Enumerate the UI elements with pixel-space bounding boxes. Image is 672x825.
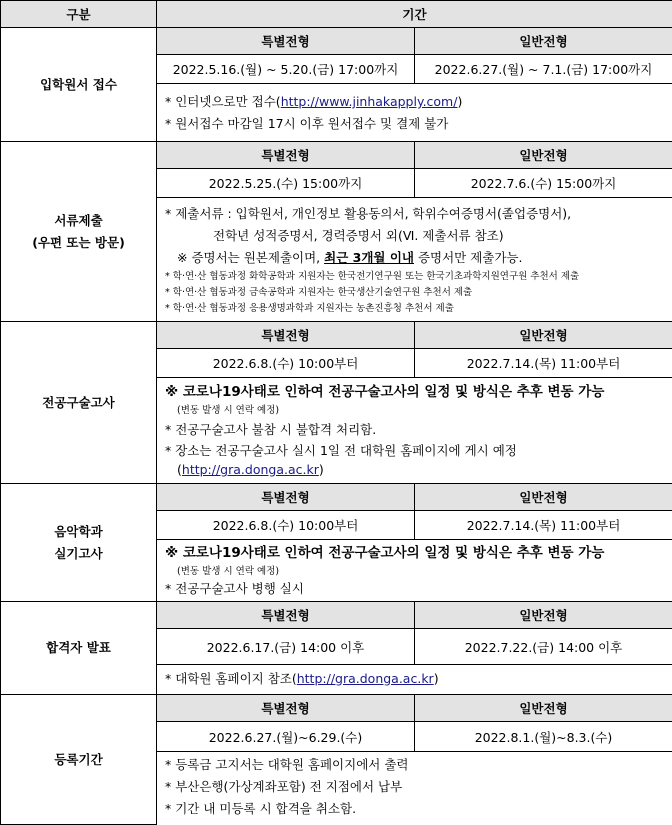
- grad-site-link[interactable]: http://gra.donga.ac.kr: [297, 671, 434, 686]
- special-label: 특별전형: [157, 484, 415, 511]
- note-small: * 학·연·산 협동과정 응용생명과학과 지원자는 농촌진흥청 추천서 제출: [165, 301, 664, 317]
- general-date: 2022.7.14.(목) 11:00부터: [415, 511, 672, 540]
- emphasis-text: 최근 3개월 이내: [324, 250, 414, 265]
- note-text: ※ 증명서는 원본제출이며, 최근 3개월 이내 증명서만 제출가능.: [165, 247, 664, 269]
- notes-documents: [157, 198, 672, 322]
- note-text: * 기간 내 미등록 시 합격을 취소함.: [165, 798, 664, 820]
- row-label-registration: 등록기간: [1, 695, 157, 825]
- special-date: 2022.5.16.(월) ~ 5.20.(금) 17:00까지: [157, 55, 415, 84]
- general-date: 2022.7.22.(금) 14:00 이후: [415, 629, 672, 665]
- note-text: ): [434, 671, 439, 686]
- general-label: 일반전형: [415, 322, 672, 349]
- notes-application: [157, 84, 672, 142]
- note-small: * 학·연·산 협동과정 화학공학과 지원자는 한국전기연구원 또는 한국기초과학지원연구원 추천서 제출: [165, 269, 664, 285]
- note-text: * 등록금 고지서는 대학원 홈페이지에서 출력: [165, 754, 664, 776]
- general-date: 2022.8.1.(월)~8.3.(수): [415, 722, 672, 752]
- general-label: 일반전형: [415, 142, 672, 169]
- note-small: * 학·연·산 협동과정 금속공학과 지원자는 한국생산기술연구원 추천서 제출: [165, 285, 664, 301]
- warning-text: ※ 코로나19사태로 인하여 전공구술고사의 일정 및 방식은 추후 변동 가능: [165, 542, 664, 564]
- note-text: ): [457, 94, 462, 109]
- special-label: 특별전형: [157, 695, 415, 722]
- special-label: 특별전형: [157, 322, 415, 349]
- special-label: 특별전형: [157, 28, 415, 55]
- label-line: (우편 또는 방문): [1, 232, 156, 253]
- special-label: 특별전형: [157, 142, 415, 169]
- row-label-documents: [1, 142, 157, 322]
- special-date: 2022.6.8.(수) 10:00부터: [157, 349, 415, 378]
- apply-link[interactable]: http://www.jinhakapply.com/: [281, 94, 458, 109]
- label-line: 서류제출: [1, 210, 156, 231]
- note-text: 전학년 성적증명서, 경력증명서 외(Ⅵ. 제출서류 참조): [165, 225, 664, 247]
- notes-music-exam: [157, 540, 672, 602]
- special-date: 2022.6.17.(금) 14:00 이후: [157, 629, 415, 665]
- row-label-music-exam: [1, 484, 157, 602]
- grad-site-link[interactable]: http://gra.donga.ac.kr: [182, 462, 319, 477]
- general-label: 일반전형: [415, 695, 672, 722]
- note-text: * 부산은행(가상계좌포함) 전 지점에서 납부: [165, 776, 664, 798]
- note-text: (http://gra.donga.ac.kr): [165, 461, 664, 479]
- general-date: 2022.6.27.(월) ~ 7.1.(금) 17:00까지: [415, 55, 672, 84]
- note-text: * 원서접수 마감일 17시 이후 원서접수 및 결제 불가: [165, 113, 664, 135]
- note-text: * 전공구술고사 병행 실시: [165, 580, 664, 597]
- general-date: 2022.7.14.(목) 11:00부터: [415, 349, 672, 378]
- general-date: 2022.7.6.(수) 15:00까지: [415, 169, 672, 198]
- header-period: 기간: [157, 1, 672, 28]
- note-text: * 장소는 전공구술고사 실시 1일 전 대학원 홈페이지에 게시 예정: [165, 441, 664, 461]
- warning-text: ※ 코로나19사태로 인하여 전공구술고사의 일정 및 방식은 추후 변동 가능: [165, 381, 664, 403]
- note-small: (변동 발생 시 연락 예정): [165, 564, 664, 580]
- header-category: 구분: [1, 1, 157, 28]
- notes-oral-exam: [157, 378, 672, 484]
- row-label-announcement: 합격자 발표: [1, 602, 157, 695]
- label-line: 음악학과: [1, 521, 156, 542]
- note-text: * 전공구술고사 불참 시 불합격 처리함.: [165, 419, 664, 441]
- label-line: 실기고사: [1, 543, 156, 564]
- note-text: * 제출서류 : 입학원서, 개인정보 활용동의서, 학위수여증명서(졸업증명서),: [165, 203, 664, 225]
- general-label: 일반전형: [415, 602, 672, 629]
- row-label-application: 입학원서 접수: [1, 28, 157, 142]
- note-text: * 대학원 홈페이지 참조(: [165, 671, 297, 686]
- special-date: 2022.6.27.(월)~6.29.(수): [157, 722, 415, 752]
- row-label-oral-exam: 전공구술고사: [1, 322, 157, 484]
- note-text: * 인터넷으로만 접수(: [165, 94, 281, 109]
- special-date: 2022.5.25.(수) 15:00까지: [157, 169, 415, 198]
- general-label: 일반전형: [415, 484, 672, 511]
- header-row: [1, 1, 672, 28]
- notes-announcement: [157, 665, 672, 695]
- general-label: 일반전형: [415, 28, 672, 55]
- notes-registration: [157, 752, 672, 825]
- special-date: 2022.6.8.(수) 10:00부터: [157, 511, 415, 540]
- note-small: (변동 발생 시 연락 예정): [165, 403, 664, 419]
- special-label: 특별전형: [157, 602, 415, 629]
